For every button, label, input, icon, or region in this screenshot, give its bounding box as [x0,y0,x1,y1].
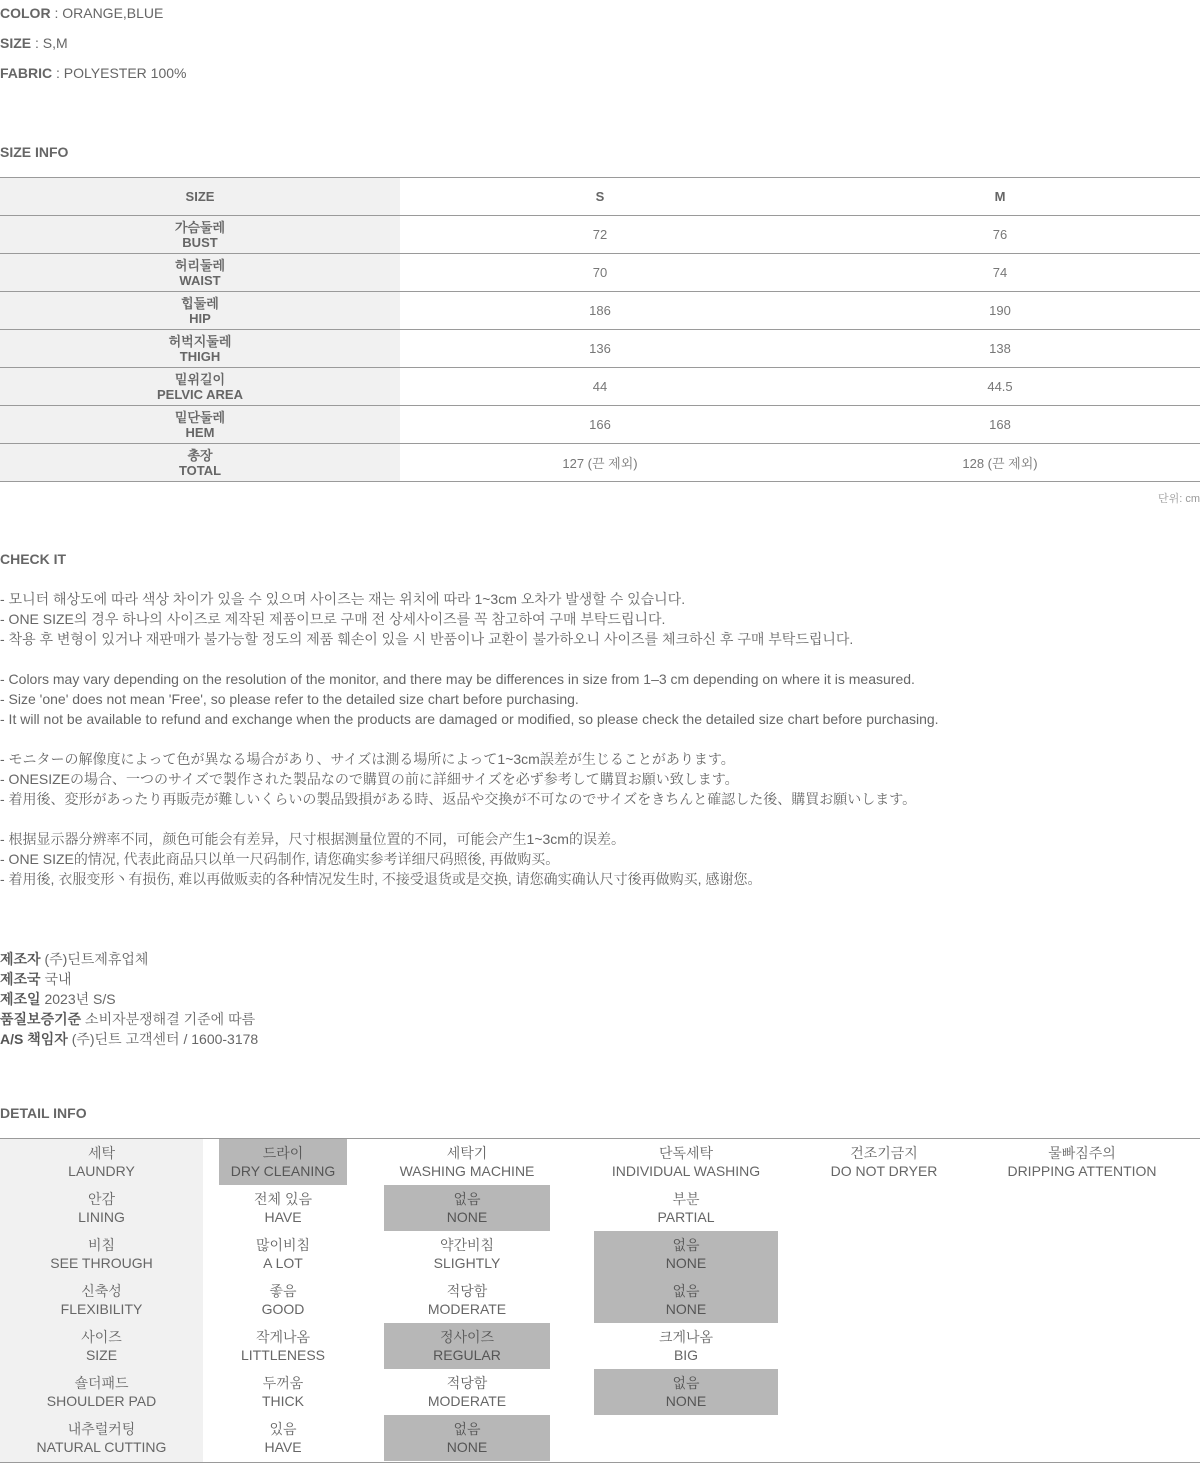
detail-label-en: SEE THROUGH [50,1255,153,1271]
detail-option-ko: 단독세탁 [658,1145,714,1161]
size-row-label [0,254,400,292]
size-unit-note: 단위: cm [1157,493,1200,505]
size-row-label-en: THIGH [179,348,221,364]
size-table-row [0,254,1200,292]
detail-label-ko: 비침 [87,1237,116,1253]
note-spacer [0,729,939,749]
size-value-s: 136 [400,330,800,368]
note-line-ja: - ONESIZEの場合、一つのサイズで製作された製品なので購買の前に詳細サイズを必ず参考して購買お願い致します。 [0,771,739,787]
note-line-ko: - 모니터 해상도에 따라 색상 차이가 있을 수 있으며 사이즈는 재는 위치에 따라 1~3cm 오차가 발생할 수 있습니다. [0,591,686,607]
detail-option [219,1369,347,1415]
maker-label: 제조일 [0,991,41,1007]
detail-label-en: NATURAL CUTTING [36,1439,167,1455]
size-table-row [0,444,1200,482]
detail-option-en: A LOT [263,1255,303,1271]
size-row-label [0,292,400,330]
detail-option [219,1277,347,1323]
detail-label-ko: 숄더패드 [74,1375,129,1391]
size-table-row [0,216,1200,254]
size-row-label [0,368,400,406]
size-table-row [0,330,1200,368]
spec-size-label: SIZE [0,35,32,51]
spec-color [0,5,163,21]
detail-option-selected [384,1415,550,1461]
size-row-label-en: PELVIC AREA [157,386,243,402]
detail-option-en: NONE [665,1301,707,1317]
detail-option-en: MODERATE [427,1301,507,1317]
size-header-cell: S [400,178,800,216]
maker-value: 국내 [40,971,72,987]
size-table-row [0,406,1200,444]
size-row-label [0,444,400,482]
size-table [0,177,1200,482]
detail-option [594,1323,778,1369]
detail-row-label [0,1277,203,1323]
detail-option [594,1185,778,1231]
detail-option-en: DO NOT DRYER [830,1163,938,1179]
detail-label-en: SHOULDER PAD [46,1393,157,1409]
note-spacer [0,649,939,669]
detail-option-ko: 없음 [672,1237,700,1253]
size-value-m: 168 [800,406,1200,444]
size-row-label [0,216,400,254]
detail-option-en: LITTLENESS [240,1347,326,1363]
detail-option-en: GOOD [261,1301,305,1317]
note-line-ko: - ONE SIZE의 경우 하나의 사이즈로 제작된 제품이므로 구매 전 상세사이즈를 꼭 참고하여 구매 부탁드립니다. [0,611,666,627]
detail-option-en: NONE [665,1255,707,1271]
maker-value: (주)딘트 고객센터 / 1600-3178 [67,1031,259,1047]
detail-option-selected [219,1139,347,1185]
size-value-s: 72 [400,216,800,254]
detail-option [219,1323,347,1369]
size-row-label-ko: 밑위길이 [174,371,226,387]
spec-size-value: : S,M [31,35,68,51]
spec-color-value: : ORANGE,BLUE [50,5,164,21]
detail-label-ko: 세탁 [87,1145,116,1161]
size-value-m: 44.5 [800,368,1200,406]
detail-option-en: HAVE [264,1209,302,1225]
detail-option-en: SLIGHTLY [433,1255,501,1271]
note-line-zh: - 着用後, 衣服变形丶有损伤, 难以再做贩卖的各种情况发生时, 不接受退货或是交换, 请您确实确认尺寸後再做购买, 感谢您。 [0,871,762,887]
maker-row [0,1029,258,1049]
detail-row-label [0,1185,203,1231]
note-line-en: - Size 'one' does not mean 'Free', so please refer to the detailed size chart before purchasing. [0,691,579,707]
check-it-notes [0,589,939,889]
detail-option-ko: 부분 [672,1191,700,1207]
detail-option-en: NONE [446,1439,488,1455]
size-header-cell: SIZE [0,178,400,216]
size-table-row [0,292,1200,330]
size-row-label-en: HEM [185,424,215,440]
note-line-ko: - 착용 후 변형이 있거나 재판매가 불가능할 정도의 제품 훼손이 있을 시 반품이나 교환이 불가하오니 사이즈를 체크하신 후 구매 부탁드립니다. [0,631,854,647]
detail-option-ko: 전체 있음 [254,1191,312,1207]
size-row-label-ko: 허벅지둘레 [168,333,232,349]
detail-option-en: DRY CLEANING [230,1163,336,1179]
spec-size [0,35,68,51]
detail-option [219,1185,347,1231]
check-it-title: CHECK IT [0,551,67,567]
maker-label: A/S 책임자 [0,1031,68,1047]
note-spacer [0,809,939,829]
detail-row-label [0,1231,203,1277]
detail-label-en: LINING [78,1209,125,1225]
size-value-s: 166 [400,406,800,444]
spec-color-label: COLOR [0,5,51,21]
size-value-m: 76 [800,216,1200,254]
detail-option-ko: 있음 [269,1421,297,1437]
detail-option-ko: 드라이 [262,1145,304,1161]
detail-label-en: LAUNDRY [68,1163,135,1179]
detail-label-ko: 안감 [87,1191,116,1207]
detail-option [384,1231,550,1277]
size-row-label-ko: 가슴둘레 [174,219,226,235]
maker-row [0,949,258,969]
detail-option-ko: 많이비침 [255,1237,311,1253]
detail-option [384,1277,550,1323]
detail-option-selected [384,1185,550,1231]
detail-row-label [0,1139,203,1185]
size-row-label-en: BUST [182,234,218,250]
size-value-m: 190 [800,292,1200,330]
detail-option-ko: 물빠짐주의 [1048,1145,1116,1161]
note-line-zh: - 根据显示器分辨率不同，颜色可能会有差异，尺寸根据测量位置的不同，可能会产生1~3cm的误差。 [0,831,625,847]
detail-option-ko: 정사이즈 [439,1329,495,1345]
size-value-s: 70 [400,254,800,292]
size-info-title: SIZE INFO [0,144,69,160]
detail-option-ko: 작게나옴 [255,1329,311,1345]
detail-option-ko: 건조기금지 [850,1145,918,1161]
maker-value: 2023년 S/S [40,991,116,1007]
spec-fabric-value: : POLYESTER 100% [52,65,187,81]
size-row-label-ko: 총장 [187,447,213,463]
detail-option [219,1415,347,1461]
detail-option-ko: 세탁기 [446,1145,488,1161]
size-row-label-en: TOTAL [178,462,222,478]
size-table-row [0,368,1200,406]
detail-option-en: INDIVIDUAL WASHING [611,1163,761,1179]
detail-row-label [0,1323,203,1369]
detail-option-ko: 적당함 [446,1283,488,1299]
detail-option-selected [594,1277,778,1323]
maker-value: (주)딘트제휴업체 [40,951,149,967]
size-row-label-ko: 허리둘레 [174,257,226,273]
size-value-s: 44 [400,368,800,406]
detail-option-ko: 없음 [453,1421,481,1437]
maker-label: 제조자 [0,951,41,967]
size-value-m: 74 [800,254,1200,292]
detail-label-en: SIZE [85,1347,118,1363]
detail-option-en: PARTIAL [657,1209,715,1225]
detail-info-grid [0,1138,1200,1463]
detail-option-ko: 없음 [672,1375,700,1391]
detail-option-selected [594,1369,778,1415]
maker-row [0,989,258,1009]
detail-label-en: FLEXIBILITY [60,1301,143,1317]
detail-option-ko: 약간비침 [439,1237,495,1253]
detail-option-en: REGULAR [433,1347,501,1363]
note-line-en: - It will not be available to refund and exchange when the products are damaged or modified, so please check the detailed size chart before purchasing. [0,711,939,727]
detail-row-label [0,1415,203,1461]
spec-fabric [0,65,186,81]
detail-label-ko: 사이즈 [81,1329,122,1345]
detail-row-label [0,1369,203,1415]
detail-option [384,1369,550,1415]
detail-option-en: NONE [665,1393,707,1409]
detail-label-ko: 신축성 [81,1283,122,1299]
detail-option [384,1139,550,1185]
size-row-label-en: WAIST [179,272,221,288]
detail-option-ko: 없음 [453,1191,481,1207]
spec-fabric-label: FABRIC [0,65,53,81]
detail-option-ko: 좋음 [269,1283,297,1299]
size-value-s: 127 (끈 제외) [400,444,800,482]
size-table-header [0,178,1200,216]
detail-option [219,1231,347,1277]
detail-option-en: DRIPPING ATTENTION [1007,1163,1157,1179]
size-row-label-ko: 밑단둘레 [174,409,226,425]
detail-option [984,1139,1180,1185]
detail-option-selected [384,1323,550,1369]
maker-row [0,969,258,989]
note-line-ja: - 着用後、変形があったり再販売が難しいくらいの製品毀損がある時、返品や交換が不可なのでサイズをきちんと確認した後、購買お願いします。 [0,791,917,807]
note-line-en: - Colors may vary depending on the resolution of the monitor, and there may be differences in size from 1–3 cm depending on where it is measured. [0,671,915,687]
detail-option-en: THICK [262,1393,304,1409]
detail-option [784,1139,984,1185]
note-line-zh: - ONE SIZE的情况, 代表此商品只以单一尺码制作, 请您确实参考详细尺码照後, 再做购买。 [0,851,560,867]
size-row-label-en: HIP [189,310,211,326]
maker-label: 제조국 [0,971,41,987]
detail-option-en: NONE [446,1209,488,1225]
detail-option-ko: 적당함 [446,1375,488,1391]
detail-option-en: HAVE [264,1439,302,1455]
detail-option-selected [594,1231,778,1277]
maker-label: 품질보증기준 [0,1011,82,1027]
detail-option-ko: 크게나옴 [658,1329,714,1345]
detail-info-title: DETAIL INFO [0,1105,87,1121]
detail-option-ko: 두꺼움 [262,1375,304,1391]
detail-option-en: MODERATE [427,1393,507,1409]
maker-info [0,949,258,1049]
detail-label-ko: 내추럴커팅 [67,1421,136,1437]
size-row-label [0,330,400,368]
size-value-m: 128 (끈 제외) [800,444,1200,482]
size-header-cell: M [800,178,1200,216]
detail-option [594,1139,778,1185]
maker-value: 소비자분쟁해결 기준에 따름 [81,1011,256,1027]
detail-option-en: WASHING MACHINE [399,1163,535,1179]
note-line-ja: - モニターの解像度によって色が異なる場合があり、サイズは測る場所によって1~3cm誤差が生じることがあります。 [0,751,735,767]
size-row-label [0,406,400,444]
size-value-s: 186 [400,292,800,330]
size-row-label-ko: 힙둘레 [181,295,219,311]
detail-option-ko: 없음 [672,1283,700,1299]
size-value-m: 138 [800,330,1200,368]
detail-option-en: BIG [673,1347,699,1363]
maker-row [0,1009,258,1029]
